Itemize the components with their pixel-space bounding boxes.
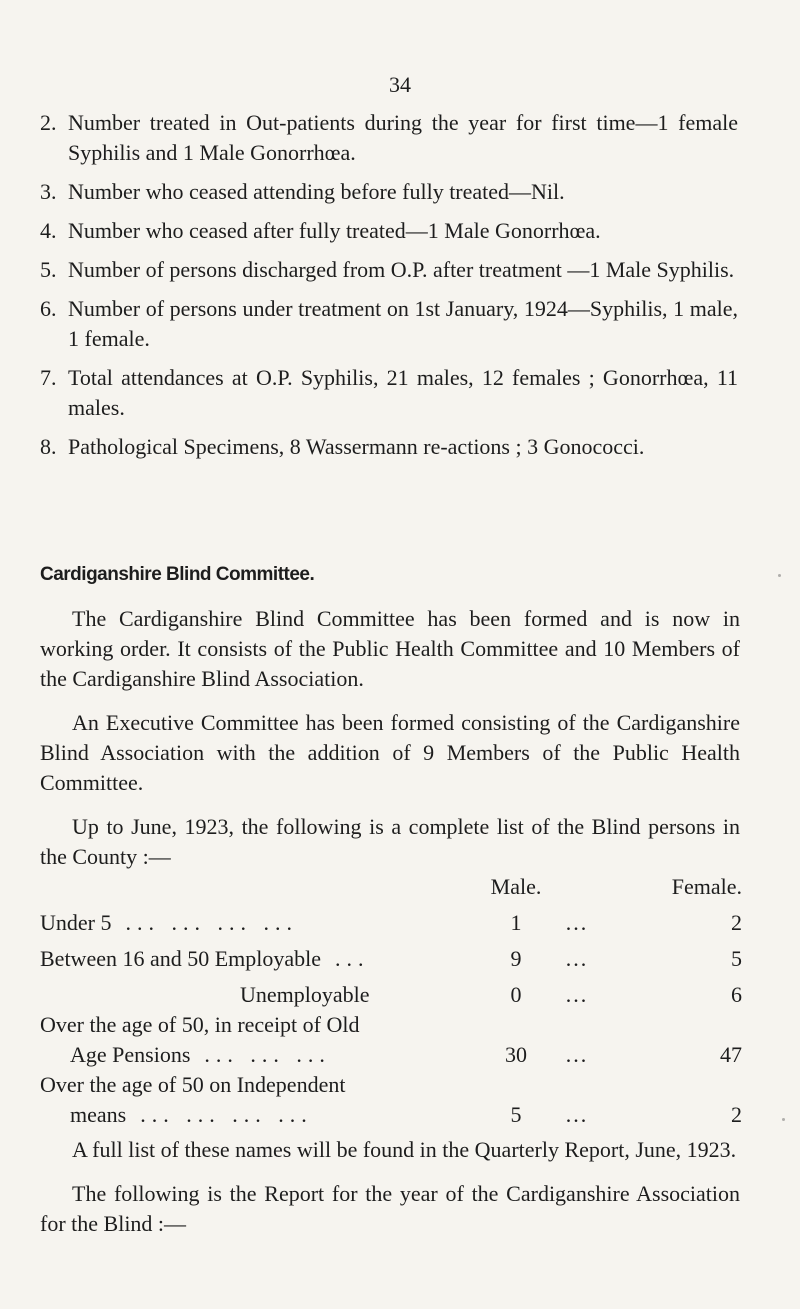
blind-committee-section	[40, 560, 740, 1239]
list-item	[0, 255, 800, 285]
list-item	[0, 216, 800, 246]
item-text: Number of persons under treatment on 1st January, 1924—Syphilis, 1 male, 1 female.	[68, 296, 738, 351]
column-header-male: Male.	[490, 874, 542, 899]
row-label: Between 16 and 50 Employable	[40, 946, 322, 971]
item-number: 5.	[40, 257, 57, 282]
item-text: Pathological Specimens, 8 Wassermann re-actions ; 3 Gonococci.	[68, 434, 645, 459]
table-header-row	[40, 872, 742, 902]
row-label: Under 5	[40, 910, 112, 935]
male-count: 5	[510, 1102, 522, 1127]
scan-speck	[778, 574, 781, 577]
paragraph-list-intro: Up to June, 1923, the following is a complete list of the Blind persons in the County :—	[40, 814, 740, 869]
column-header-female: Female.	[671, 874, 742, 899]
item-text: Number who ceased after fully treated—1 Male Gonorrhœa.	[68, 218, 601, 243]
table-row: Unemployable 0 ... 6	[40, 974, 742, 1010]
item-number: 3.	[40, 179, 57, 204]
row-label: Over the age of 50 on Independent	[40, 1072, 346, 1097]
table-row: Over the age of 50, in receipt of Old Age Pensions ... ... ... 30 ... 47	[40, 1010, 742, 1070]
scan-speck	[782, 1118, 785, 1121]
table-row: Between 16 and 50 Employable ... 9 ... 5	[40, 938, 742, 974]
item-number: 2.	[40, 110, 57, 135]
row-label-continued: Age Pensions	[70, 1042, 191, 1067]
item-number: 4.	[40, 218, 57, 243]
female-count: 5	[731, 946, 742, 971]
female-count: 2	[731, 910, 742, 935]
list-item	[0, 177, 800, 207]
page-number: 34	[389, 72, 411, 97]
paragraph-quarterly-report: A full list of these names will be found in the Quarterly Report, June, 1923.	[72, 1137, 737, 1162]
item-number: 6.	[40, 296, 57, 321]
male-count: 0	[510, 982, 522, 1007]
row-label-continued: means	[70, 1102, 127, 1127]
male-count: 1	[510, 910, 522, 935]
item-number: 7.	[40, 365, 57, 390]
male-count: 9	[510, 946, 522, 971]
item-text: Total attendances at O.P. Syphilis, 21 males, 12 females ; Gonorrhœa, 11 males.	[68, 365, 738, 420]
paragraph-association-report: The following is the Report for the year of the Cardiganshire Association for the Blind :—	[40, 1181, 740, 1236]
list-item	[0, 108, 800, 168]
paragraph-formation: The Cardiganshire Blind Committee has been formed and is now in working order. It consists of the Public Health Committee and 10 Members of the Cardiganshire Blind Association.	[40, 606, 740, 691]
row-label: Over the age of 50, in receipt of Old	[40, 1012, 360, 1037]
item-number: 8.	[40, 434, 57, 459]
female-count: 6	[731, 982, 742, 1007]
table-row: Over the age of 50 on Independent means ... ... ... ... 5 ... 2	[40, 1070, 742, 1130]
blind-persons-table	[40, 872, 742, 1130]
section-heading: Cardiganshire Blind Committee.	[40, 564, 315, 585]
female-count: 2	[731, 1102, 742, 1127]
numbered-list	[0, 108, 800, 471]
row-label: Unemployable	[240, 982, 370, 1007]
list-item	[0, 363, 800, 423]
male-count: 30	[505, 1042, 527, 1067]
item-text: Number who ceased attending before fully treated—Nil.	[68, 179, 565, 204]
list-item	[0, 294, 800, 354]
item-text: Number treated in Out-patients during the year for first time—1 female Syphilis and 1 Male Gonorrhœa.	[68, 110, 738, 165]
list-item	[0, 432, 800, 462]
table-row: Under 5 ... ... ... ... 1 ... 2	[40, 902, 742, 938]
female-count: 47	[720, 1042, 742, 1067]
item-text: Number of persons discharged from O.P. after treatment —1 Male Syphilis.	[68, 257, 735, 282]
paragraph-executive: An Executive Committee has been formed consisting of the Cardiganshire Blind Association with the addition of 9 Members of the Public Health Committee.	[40, 710, 740, 795]
